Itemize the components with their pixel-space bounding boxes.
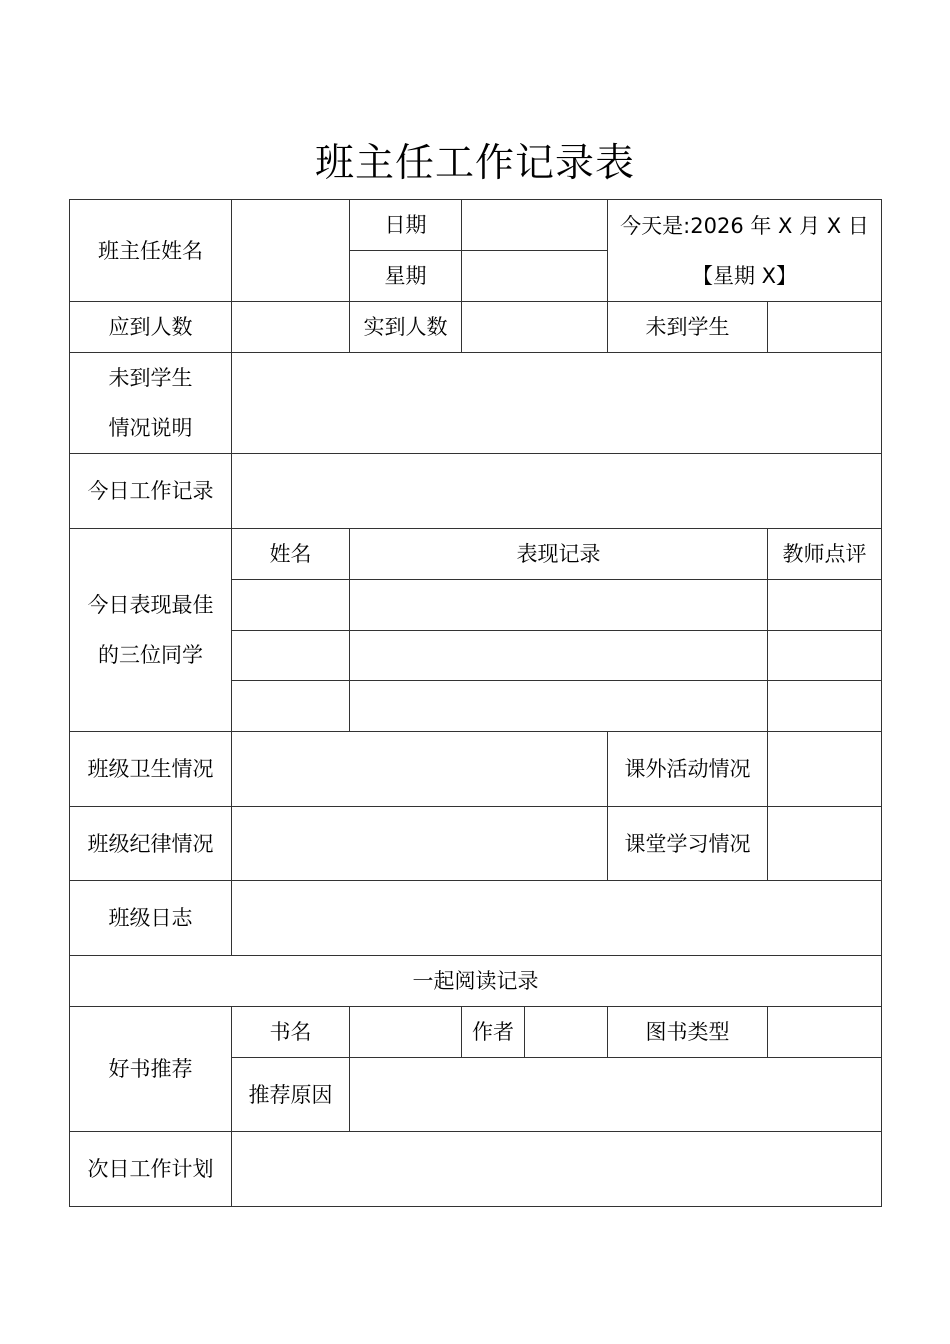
absent-notes-field[interactable] <box>232 353 882 454</box>
absent-notes-label <box>70 353 232 454</box>
work-record-table <box>69 199 882 1207</box>
book-name-field[interactable] <box>350 1007 462 1058</box>
expected-count-field[interactable] <box>232 302 350 353</box>
today-work-field[interactable] <box>232 454 882 529</box>
best-students-label-line1: 今日表现最佳 <box>87 593 214 617</box>
student-2-name-field[interactable] <box>232 631 350 681</box>
page-title: 班主任工作记录表 <box>314 141 635 186</box>
author-field[interactable] <box>525 1007 608 1058</box>
absent-students-field[interactable] <box>768 302 882 353</box>
actual-count-label: 实到人数 <box>350 302 462 353</box>
class-study-field[interactable] <box>768 807 882 881</box>
book-name-label: 书名 <box>232 1007 350 1058</box>
student-2-comment-field[interactable] <box>768 631 882 681</box>
class-log-label: 班级日志 <box>70 881 232 956</box>
actual-count-field[interactable] <box>462 302 608 353</box>
book-recommend-label: 好书推荐 <box>70 1007 232 1132</box>
discipline-field[interactable] <box>232 807 608 881</box>
class-study-label: 课堂学习情况 <box>608 807 768 881</box>
absent-students-label: 未到学生 <box>608 302 768 353</box>
date-label: 日期 <box>350 200 462 251</box>
student-2-performance-field[interactable] <box>350 631 768 681</box>
weekday-label: 星期 <box>350 251 462 302</box>
recommend-reason-label: 推荐原因 <box>232 1058 350 1132</box>
student-3-performance-field[interactable] <box>350 681 768 732</box>
today-work-label: 今日工作记录 <box>70 454 232 529</box>
student-1-name-field[interactable] <box>232 580 350 631</box>
best-students-label-line2: 的三位同学 <box>98 643 203 667</box>
today-info <box>608 200 882 302</box>
recommend-reason-field[interactable] <box>350 1058 882 1132</box>
performance-header: 表现记录 <box>350 529 768 580</box>
hygiene-field[interactable] <box>232 732 608 807</box>
book-type-label: 图书类型 <box>608 1007 768 1058</box>
best-students-label <box>70 529 232 732</box>
next-day-plan-field[interactable] <box>232 1132 882 1207</box>
hygiene-label: 班级卫生情况 <box>70 732 232 807</box>
date-field[interactable] <box>462 200 608 251</box>
teacher-comment-header: 教师点评 <box>768 529 882 580</box>
reading-record-header: 一起阅读记录 <box>70 956 882 1007</box>
discipline-label: 班级纪律情况 <box>70 807 232 881</box>
name-header: 姓名 <box>232 529 350 580</box>
absent-notes-label-line2: 情况说明 <box>108 416 193 440</box>
student-1-comment-field[interactable] <box>768 580 882 631</box>
book-type-field[interactable] <box>768 1007 882 1058</box>
class-log-field[interactable] <box>232 881 882 956</box>
author-label: 作者 <box>462 1007 525 1058</box>
expected-count-label: 应到人数 <box>70 302 232 353</box>
next-day-plan-label: 次日工作计划 <box>70 1132 232 1207</box>
absent-notes-label-line1: 未到学生 <box>108 366 193 390</box>
teacher-name-label: 班主任姓名 <box>70 200 232 302</box>
student-1-performance-field[interactable] <box>350 580 768 631</box>
weekday-field[interactable] <box>462 251 608 302</box>
student-3-name-field[interactable] <box>232 681 350 732</box>
activities-label: 课外活动情况 <box>608 732 768 807</box>
activities-field[interactable] <box>768 732 882 807</box>
teacher-name-field[interactable] <box>232 200 350 302</box>
today-weekday-line: 【星期 X】 <box>691 263 798 288</box>
student-3-comment-field[interactable] <box>768 681 882 732</box>
today-date-line: 今天是:2026 年 X 月 X 日 <box>620 213 869 238</box>
